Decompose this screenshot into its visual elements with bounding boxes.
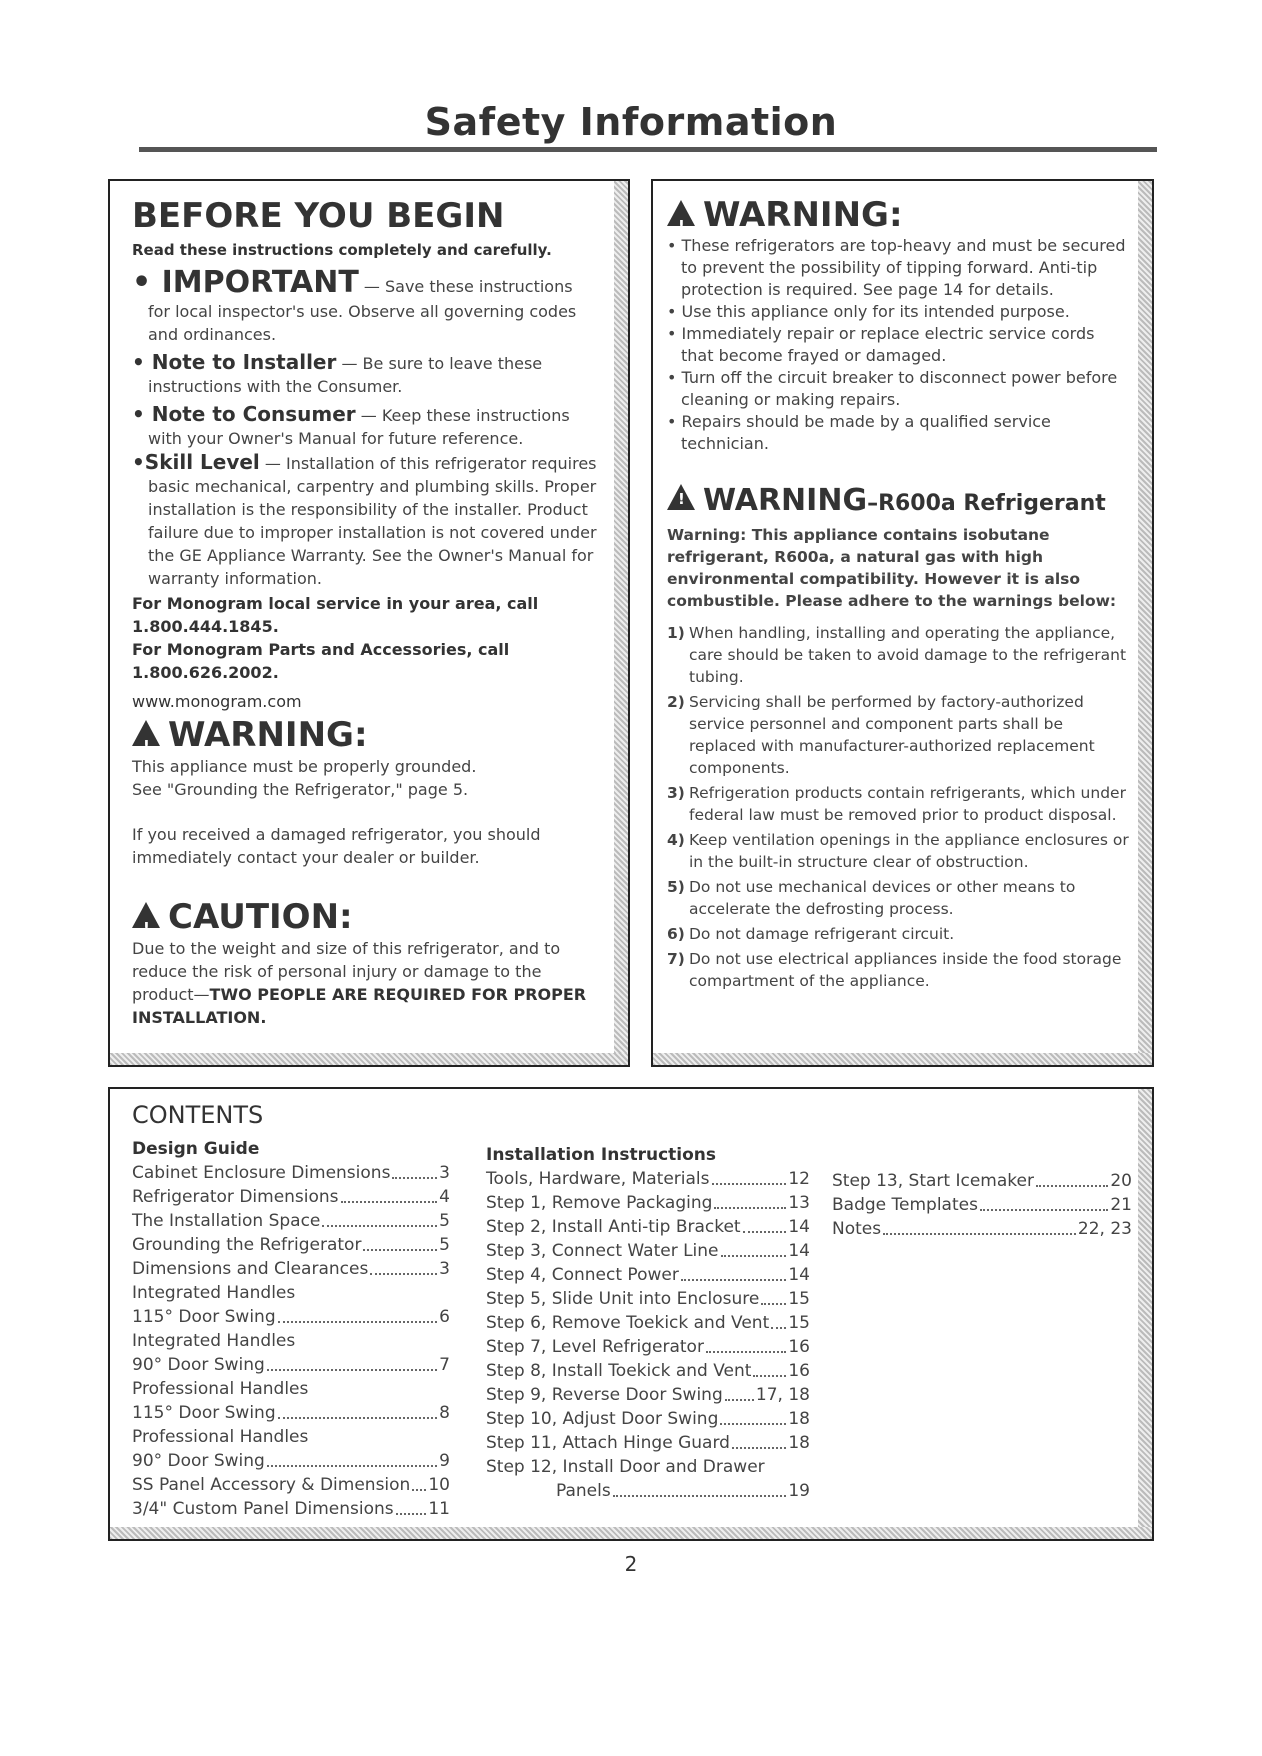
toc-entry[interactable] [832,1217,1132,1241]
toc-leader [721,1239,787,1257]
toc-label: Panels [556,1481,611,1501]
toc-entry[interactable] [486,1479,810,1503]
toc-leader [267,1449,437,1467]
toc-label: Professional Handles [132,1427,309,1447]
toc-page: 5 [439,1211,450,1231]
toc-label: Step 4, Connect Power [486,1265,679,1285]
grounding-warning-line: See "Grounding the Refrigerator," page 5. [132,780,469,799]
toc-page: 17, 18 [755,1385,810,1405]
page-number: 2 [624,1552,638,1576]
item-text: When handling, installing and operating the appliance, care should be taken to avoid damage to the refrigerant tubing. [689,624,1127,686]
toc-label: Integrated Handles [132,1283,296,1303]
warning-triangle-icon [667,484,695,510]
toc-label: Step 3, Connect Water Line [486,1241,719,1261]
skill-level-note: •Skill Level — Installation of this refrigerator requires basic mechanical, carpentry and plumbing skills. Proper installation is the responsibility of the installer. Product failure due to improper installation is not covered under the GE Appliance Warranty. See the Owner's Manual for warranty information. [132,450,597,588]
toc-leader [370,1257,437,1275]
toc-entry[interactable] [132,1425,450,1449]
box-shadow [1138,181,1152,1065]
refrigerant-item [667,782,1130,826]
toc-page: 3 [439,1259,450,1279]
refrigerant-items [667,622,1130,992]
toc-leader [720,1407,786,1425]
toc-entry[interactable] [486,1311,810,1335]
toc-leader [732,1431,786,1449]
item-text: Do not use mechanical devices or other means to accelerate the defrosting process. [689,878,1076,918]
toc-leader [613,1479,787,1497]
toc-leader [278,1305,438,1323]
toc-page: 7 [439,1355,450,1375]
warning-box [651,179,1154,1067]
toc-page: 4 [439,1187,450,1207]
toc-label: 90° Door Swing [132,1355,265,1375]
toc-label: Integrated Handles [132,1331,296,1351]
toc-leader [725,1383,754,1401]
caution-text: Due to the weight and size of this refrigerator, and to reduce the risk of personal injury or damage to the product—TWO PEOPLE ARE REQUIRED FOR PROPER INSTALLATION. [132,939,587,1027]
toc-entry[interactable] [832,1193,1132,1217]
toc-label: Step 5, Slide Unit into Enclosure [486,1289,760,1309]
refrigerant-item [667,948,1130,992]
warning-triangle-icon [667,200,695,226]
toc-page: 18 [788,1433,810,1453]
toc-page: 11 [428,1499,450,1519]
toc-label: Badge Templates [832,1195,978,1215]
toc-leader [1036,1169,1108,1187]
design-guide-column [132,1139,450,1521]
toc-label: Grounding the Refrigerator [132,1235,362,1255]
refrigerant-item [667,622,1130,688]
warning-heading: !WARNING: [667,195,1130,235]
toc-label: 115° Door Swing [132,1403,276,1423]
toc-page: 15 [788,1289,810,1309]
toc-label: 115° Door Swing [132,1307,276,1327]
toc-entry[interactable] [132,1473,450,1497]
toc-label: Step 13, Start Icemaker [832,1171,1034,1191]
warning-bullet: • These refrigerators are top-heavy and must be secured to prevent the possibility of tipping forward. Anti-tip protection is required. See page 14 for details. [667,236,1126,299]
toc-page: 6 [439,1307,450,1327]
toc-leader [267,1353,437,1371]
toc-label: SS Panel Accessory & Dimension [132,1475,411,1495]
refrigerant-item [667,876,1130,920]
toc-leader [883,1217,1076,1235]
toc-leader [714,1191,786,1209]
page-title: Safety Information [424,100,838,144]
website-link[interactable]: www.monogram.com [132,692,302,711]
toc-leader [363,1233,437,1251]
toc-page: 14 [788,1241,810,1261]
toc-label: Step 9, Reverse Door Swing [486,1385,723,1405]
item-number: 6) [667,925,685,943]
warning-triangle-icon [132,720,160,746]
toc-label: Refrigerator Dimensions [132,1187,339,1207]
item-number: 4) [667,831,685,849]
installation-heading: Installation Instructions [486,1145,717,1165]
warning-bullet: • Repairs should be made by a qualified service technician. [667,412,1051,453]
box-shadow [110,1053,628,1065]
before-heading: BEFORE YOU BEGIN [132,196,505,236]
toc-page: 12 [788,1169,810,1189]
grounding-warning-line: This appliance must be properly grounded. [132,757,477,776]
toc-label: Cabinet Enclosure Dimensions [132,1163,391,1183]
toc-label: Step 11, Attach Hinge Guard [486,1433,730,1453]
toc-label: 90° Door Swing [132,1451,265,1471]
consumer-note: • Note to Consumer — Keep these instructions with your Owner's Manual for future reference. [132,402,570,448]
toc-page: 14 [788,1265,810,1285]
refrigerant-item [667,923,1130,945]
item-text: Do not use electrical appliances inside the food storage compartment of the appliance. [689,950,1122,990]
toc-label: 3/4" Custom Panel Dimensions [132,1499,394,1519]
item-text: Keep ventilation openings in the appliance enclosures or in the built-in structure clear of obstruction. [689,831,1129,871]
toc-entry[interactable] [486,1167,810,1191]
toc-entry[interactable] [486,1191,810,1215]
toc-page: 13 [788,1193,810,1213]
toc-page: 20 [1110,1171,1132,1191]
toc-entry[interactable] [132,1233,450,1257]
item-text: Servicing shall be performed by factory-authorized service personnel and component parts shall be replaced with manufacturer-authorized replacement components. [689,693,1095,777]
parts-call: For Monogram Parts and Accessories, call 1.800.626.2002. [132,640,510,682]
toc-entry[interactable] [132,1353,450,1377]
toc-page: 19 [788,1481,810,1501]
toc-entry[interactable] [132,1305,450,1329]
toc-entry[interactable] [486,1383,810,1407]
toc-page: 3 [439,1163,450,1183]
toc-label: Step 7, Level Refrigerator [486,1337,704,1357]
important-item: • IMPORTANT — Save these instructions for local inspector's use. Observe all governing codes and ordinances. [132,265,577,344]
warning-bullet: • Turn off the circuit breaker to disconnect power before cleaning or making repairs. [667,368,1118,409]
toc-leader [412,1473,426,1491]
toc-page: 15 [788,1313,810,1333]
toc-page: 14 [788,1217,810,1237]
item-number: 3) [667,784,685,802]
box-shadow [1138,1089,1152,1539]
toc-leader [392,1161,437,1179]
installer-note: • Note to Installer — Be sure to leave these instructions with the Consumer. [132,350,543,396]
refrigerant-warning-heading: !WARNING–R600a Refrigerant [667,483,1130,518]
toc-page: 21 [1110,1195,1132,1215]
toc-entry[interactable] [486,1263,810,1287]
box-shadow [110,1527,1152,1539]
warning-bullets [667,235,1130,455]
before-you-begin-box [108,179,630,1067]
toc-entry[interactable] [132,1401,450,1425]
refrigerant-item [667,691,1130,779]
toc-leader [743,1215,787,1233]
toc-leader [706,1335,786,1353]
box-shadow [653,1053,1152,1065]
toc-leader [712,1167,787,1185]
toc-label: Step 1, Remove Packaging [486,1193,713,1213]
toc-entry[interactable] [132,1329,450,1353]
toc-label: Step 12, Install Door and Drawer [486,1457,765,1477]
toc-entry[interactable] [832,1169,1132,1193]
toc-page: 16 [788,1361,810,1381]
contents-heading: CONTENTS [132,1101,264,1129]
toc-page: 22, 23 [1077,1219,1132,1239]
toc-label: Step 8, Install Toekick and Vent [486,1361,752,1381]
toc-page: 16 [788,1337,810,1357]
title-rule [139,147,1157,152]
toc-entry[interactable] [486,1407,810,1431]
toc-leader [771,1311,786,1329]
warning-bullet: • Immediately repair or replace electric service cords that become frayed or damaged. [667,324,1095,365]
refrigerant-intro: Warning: This appliance contains isobutane refrigerant, R600a, a natural gas with high environmental compatibility. However it is also combustible. Please adhere to the warnings below: [667,526,1117,610]
toc-page: 18 [788,1409,810,1429]
toc-entry[interactable] [486,1335,810,1359]
service-call: For Monogram local service in your area, call 1.800.444.1845. [132,594,539,636]
toc-leader [322,1209,437,1227]
toc-page: 10 [428,1475,450,1495]
warning-triangle-icon [132,902,160,928]
contents-box [108,1087,1154,1541]
toc-leader [753,1359,786,1377]
toc-leader [681,1263,787,1281]
toc-entry[interactable] [132,1257,450,1281]
toc-label: Notes [832,1219,882,1239]
item-number: 1) [667,624,685,642]
item-number: 2) [667,693,685,711]
toc-leader [980,1193,1108,1211]
toc-entry[interactable] [486,1287,810,1311]
toc-entry[interactable] [486,1431,810,1455]
toc-label: Dimensions and Clearances [132,1259,369,1279]
toc-label: Tools, Hardware, Materials [486,1169,710,1189]
toc-entry[interactable] [486,1455,810,1479]
toc-label: Step 6, Remove Toekick and Vent [486,1313,770,1333]
toc-entry[interactable] [132,1449,450,1473]
toc-entry[interactable] [132,1281,450,1305]
toc-leader [278,1401,438,1419]
toc-leader [396,1497,427,1515]
toc-entry[interactable] [132,1185,450,1209]
item-text: Refrigeration products contain refrigerants, which under federal law must be removed prior to product disposal. [689,784,1126,824]
refrigerant-item [667,829,1130,873]
item-number: 7) [667,950,685,968]
toc-leader [341,1185,438,1203]
warning-bullet: • Use this appliance only for its intended purpose. [667,302,1070,321]
toc-label: Step 10, Adjust Door Swing [486,1409,719,1429]
item-number: 5) [667,878,685,896]
toc-label: Professional Handles [132,1379,309,1399]
installation-column [486,1145,810,1503]
box-shadow [614,181,628,1065]
design-guide-heading: Design Guide [132,1139,260,1159]
other-column [832,1169,1132,1241]
toc-entry[interactable] [486,1239,810,1263]
toc-entry[interactable] [132,1377,450,1401]
item-text: Do not damage refrigerant circuit. [689,925,955,943]
toc-page: 8 [439,1403,450,1423]
toc-label: The Installation Space [132,1211,321,1231]
toc-page: 9 [439,1451,450,1471]
toc-label: Step 2, Install Anti-tip Bracket [486,1217,741,1237]
toc-entry[interactable] [132,1497,450,1521]
grounding-warning-heading: !WARNING: [132,715,598,755]
damaged-note: If you received a damaged refrigerator, you should immediately contact your dealer or builder. [132,825,541,867]
toc-entry[interactable] [486,1359,810,1383]
toc-entry[interactable] [486,1215,810,1239]
toc-page: 5 [439,1235,450,1255]
toc-leader [761,1287,786,1305]
toc-entry[interactable] [132,1161,450,1185]
toc-entry[interactable] [132,1209,450,1233]
caution-heading: !CAUTION: [132,897,598,937]
read-instructions: Read these instructions completely and carefully. [132,241,552,259]
